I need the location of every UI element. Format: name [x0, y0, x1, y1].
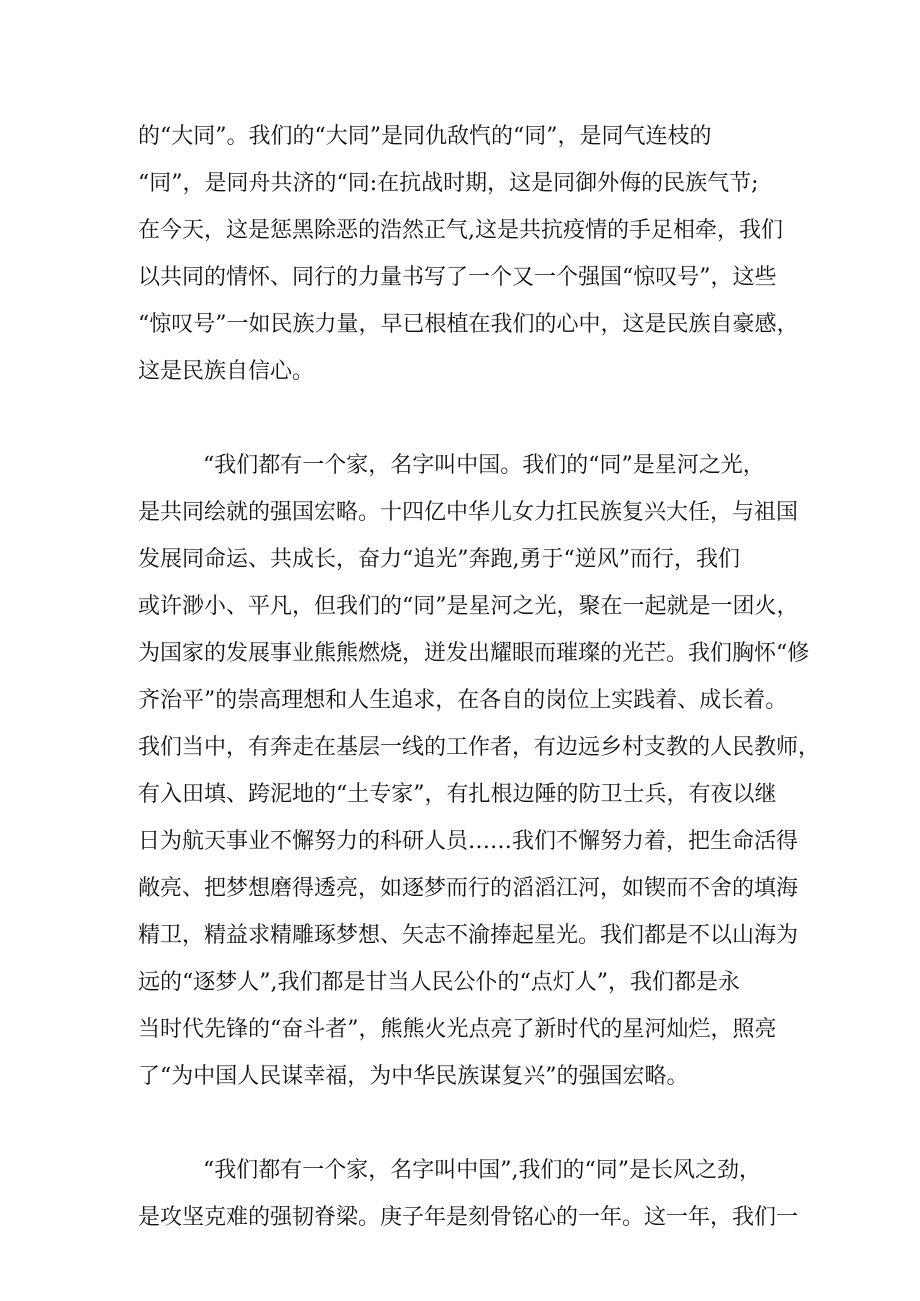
text-line: 或许渺小、平凡，但我们的“同”是星河之光，聚在一起就是一团火，: [138, 594, 799, 619]
text-line: 了“为中国人民谋幸福，为中华民族谋复兴”的强国宏略。: [138, 1064, 689, 1089]
text-line: 是攻坚克难的强韧脊梁。庚子年是刻骨铭心的一年。这一年，我们一: [138, 1205, 799, 1230]
text-line: 敞亮、把梦想磨得透亮，如逐梦而行的滔滔江河，如锲而不舍的填海: [138, 876, 799, 901]
text-line: “惊叹号”一如民族力量，早已根植在我们的心中，这是民族自豪感，: [138, 312, 799, 337]
text-line: 日为航天事业不懈努力的科研人员……我们不懈努力着，把生命活得: [138, 829, 799, 854]
text-line: 这是民族自信心。: [138, 359, 315, 384]
text-line: 精卫，精益求精雕琢梦想、矢志不渝捧起星光。我们都是不以山海为: [138, 923, 799, 948]
text-line: 发展同命运、共成长，奋力“追光”奔跑,勇于“逆风”而行，我们: [138, 547, 740, 572]
text-line: 在今天，这是惩黑除恶的浩然正气,这是共抗疫情的手足相牵，我们: [138, 218, 783, 243]
text-line: “我们都有一个家，名字叫中国。我们的“同”是星河之光，: [203, 453, 765, 478]
text-line: 是共同绘就的强国宏略。十四亿中华儿女力扛民族复兴大任，与祖国: [138, 500, 799, 525]
text-line: 远的“逐梦人”,我们都是甘当人民公仆的“点灯人”，我们都是永: [138, 970, 740, 995]
text-line: 的“大同”。我们的“大同”是同仇敌忾的“同”，是同气连枝的: [138, 124, 712, 149]
text-line: “同”，是同舟共济的“同:在抗战时期，这是同御外侮的民族气节;: [138, 171, 759, 196]
text-line: 以共同的情怀、同行的力量书写了一个又一个强国“惊叹号”，这些: [138, 265, 777, 290]
text-line: 当时代先锋的“奋斗者”，熊熊火光点亮了新时代的星河灿烂，照亮: [138, 1017, 777, 1042]
text-line: 我们当中，有奔走在基层一线的工作者，有边远乡村支教的人民教师，: [138, 735, 821, 760]
text-line: 有入田填、跨泥地的“土专家”，有扎根边陲的防卫士兵，有夜以继: [138, 782, 777, 807]
text-line: “我们都有一个家，名字叫中国”,我们的“同”是长风之劲，: [203, 1158, 761, 1183]
text-line: 齐治平”的崇高理想和人生追求，在各自的岗位上实践着、成长着。: [138, 688, 788, 713]
text-line: 为国家的发展事业熊熊燃烧，迸发出耀眼而璀璨的光芒。我们胸怀“修: [138, 641, 810, 666]
